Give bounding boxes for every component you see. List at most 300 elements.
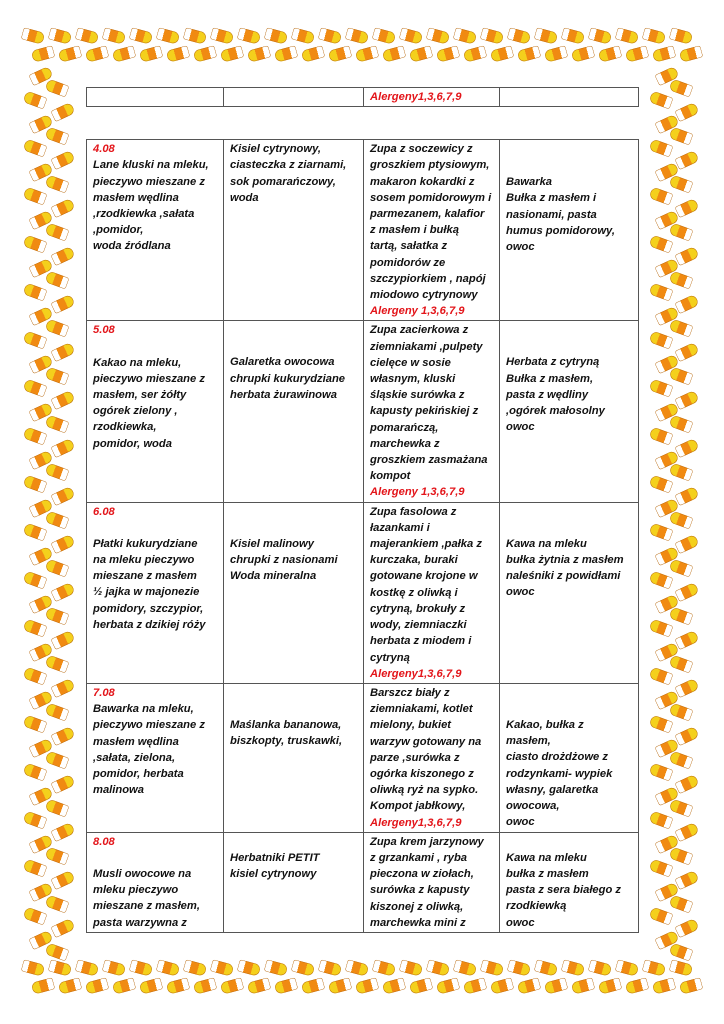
candy-corn-icon xyxy=(23,619,48,638)
allergens-label: Alergeny1,3,6,7,9 xyxy=(370,816,462,829)
candy-corn-icon xyxy=(669,559,694,578)
candy-corn-icon xyxy=(45,703,70,722)
candy-corn-icon xyxy=(674,342,699,362)
candy-corn-icon xyxy=(45,943,70,962)
candy-corn-icon xyxy=(642,959,666,976)
candy-corn-icon xyxy=(28,162,53,182)
candy-corn-icon xyxy=(45,175,70,194)
lunch-cell xyxy=(364,683,500,832)
candy-corn-icon xyxy=(50,870,75,890)
candy-corn-icon xyxy=(654,738,679,758)
candy-corn-icon xyxy=(399,959,423,976)
candy-corn-icon xyxy=(649,331,674,350)
candy-corn-icon xyxy=(674,198,699,218)
candy-corn-icon xyxy=(50,438,75,458)
candy-corn-icon xyxy=(28,306,53,326)
candy-corn-icon xyxy=(247,45,271,62)
candy-corn-icon xyxy=(28,690,53,710)
candy-corn-icon xyxy=(264,27,288,44)
candy-corn-icon xyxy=(669,175,694,194)
candy-corn-icon xyxy=(649,187,674,206)
candy-corn-icon xyxy=(669,463,694,482)
candy-corn-icon xyxy=(45,511,70,530)
candy-corn-icon xyxy=(669,895,694,914)
candy-corn-icon xyxy=(45,415,70,434)
candy-corn-icon xyxy=(318,959,342,976)
candy-corn-icon xyxy=(45,655,70,674)
candy-corn-icon xyxy=(45,127,70,146)
lunch-text: Zupa fasolowa z łazankami i majerankiem ,pałka z kurczaka, buraki gotowane krojone w kostkę z oliwką i cytryną, brokuły z wody, ziemniaczki herbata z miodem i cytryną xyxy=(370,505,482,664)
candy-corn-icon xyxy=(561,959,585,976)
breakfast-text: Płatki kukurydziane na mleku pieczywo mieszane z masłem ½ jajka w majonezie pomidory, szczypior, herbata z dzikiej róży xyxy=(93,537,206,631)
candy-corn-icon xyxy=(679,977,703,994)
candy-corn-icon xyxy=(50,630,75,650)
candy-corn-icon xyxy=(669,799,694,818)
candy-corn-icon xyxy=(649,523,674,542)
lunch-cell xyxy=(364,140,500,321)
candy-corn-icon xyxy=(23,859,48,878)
candy-corn-icon xyxy=(571,45,595,62)
candy-corn-icon xyxy=(674,582,699,602)
candy-corn-icon xyxy=(669,751,694,770)
candy-corn-icon xyxy=(654,450,679,470)
candy-corn-icon xyxy=(247,977,271,994)
candy-corn-icon xyxy=(654,354,679,374)
candy-corn-icon xyxy=(75,959,99,976)
table-row xyxy=(87,140,639,321)
top-table-fragment xyxy=(86,87,639,107)
candy-corn-icon xyxy=(598,977,622,994)
candy-corn-icon xyxy=(669,271,694,290)
candy-corn-icon xyxy=(237,27,261,44)
candy-corn-icon xyxy=(625,977,649,994)
table-row xyxy=(87,832,639,932)
table-row xyxy=(87,683,639,832)
second-breakfast-cell xyxy=(224,321,364,502)
candy-corn-icon xyxy=(156,27,180,44)
day-date: 8.08 xyxy=(93,835,115,848)
second-breakfast-text: Maślanka bananowa, biszkopty, truskawki, xyxy=(230,718,343,748)
table-row xyxy=(87,88,639,107)
candy-corn-icon xyxy=(654,306,679,326)
candy-corn-icon xyxy=(436,45,460,62)
candy-corn-icon xyxy=(649,139,674,158)
candy-corn-icon xyxy=(210,959,234,976)
candy-corn-icon xyxy=(28,882,53,902)
candy-corn-icon xyxy=(674,246,699,266)
candy-corn-icon xyxy=(669,79,694,98)
allergens-label: Alergeny 1,3,6,7,9 xyxy=(370,305,465,318)
candy-corn-icon xyxy=(669,703,694,722)
lunch-cell xyxy=(364,321,500,502)
breakfast-text: Kakao na mleku, pieczywo mieszane z masłem, ser żółty ogórek zielony , rzodkiewka, pomidor, woda xyxy=(93,356,205,450)
candy-corn-icon xyxy=(544,977,568,994)
lunch-text: Barszcz biały z ziemniakami, kotlet mielony, bukiet warzyw gotowany na parze ,surówka z ogórka kiszonego z oliwką ryż na sypko. Kompot jabłkowy, xyxy=(370,686,482,813)
candy-corn-icon xyxy=(669,319,694,338)
empty-cell xyxy=(224,88,364,107)
menu-table xyxy=(86,139,639,933)
candy-corn-icon xyxy=(23,331,48,350)
candy-corn-icon xyxy=(28,786,53,806)
candy-corn-icon xyxy=(50,102,75,122)
snack-text: Bawarka Bułka z masłem i nasionami, pasta humus pomidorowy, owoc xyxy=(506,176,615,254)
second-breakfast-text: Kisiel cytrynowy, ciasteczka z ziarnami, sok pomarańczowy, woda xyxy=(230,143,347,204)
candy-corn-icon xyxy=(345,27,369,44)
candy-corn-icon xyxy=(345,959,369,976)
breakfast-text: Musli owocowe na mleku pieczywo mieszane z masłem, pasta warzywna z xyxy=(93,867,200,929)
candy-corn-icon xyxy=(649,859,674,878)
candy-corn-icon xyxy=(50,582,75,602)
candy-corn-icon xyxy=(480,959,504,976)
candy-corn-icon xyxy=(649,715,674,734)
candy-corn-icon xyxy=(28,114,53,134)
candy-corn-icon xyxy=(615,27,639,44)
table-row xyxy=(87,321,639,502)
breakfast-cell xyxy=(87,683,224,832)
candy-corn-icon xyxy=(45,751,70,770)
candy-corn-icon xyxy=(85,977,109,994)
candy-corn-icon xyxy=(291,959,315,976)
candy-corn-icon xyxy=(50,342,75,362)
candy-corn-icon xyxy=(23,571,48,590)
lunch-cell xyxy=(364,832,500,932)
candy-corn-icon xyxy=(23,475,48,494)
candy-corn-icon xyxy=(669,847,694,866)
candy-corn-icon xyxy=(669,607,694,626)
candy-corn-icon xyxy=(355,45,379,62)
candy-corn-icon xyxy=(23,187,48,206)
candy-corn-icon xyxy=(45,559,70,578)
candy-corn-icon xyxy=(21,27,45,44)
candy-corn-icon xyxy=(654,594,679,614)
candy-corn-icon xyxy=(274,45,298,62)
candy-corn-icon xyxy=(23,907,48,926)
candy-corn-icon xyxy=(649,811,674,830)
candy-corn-icon xyxy=(50,678,75,698)
candy-corn-icon xyxy=(45,847,70,866)
candy-corn-icon xyxy=(571,977,595,994)
candy-corn-icon xyxy=(50,822,75,842)
candy-corn-icon xyxy=(58,977,82,994)
lunch-text: Zupa krem jarzynowy z grzankami , ryba pieczona w ziołach, surówka z kapusty kiszonej z oliwką, marchewka mini z xyxy=(370,835,484,929)
candy-corn-icon xyxy=(102,27,126,44)
candy-corn-icon xyxy=(654,114,679,134)
candy-corn-icon xyxy=(649,235,674,254)
candy-corn-icon xyxy=(409,977,433,994)
candy-corn-icon xyxy=(28,546,53,566)
candy-corn-icon xyxy=(50,726,75,746)
candy-corn-icon xyxy=(23,91,48,110)
candy-corn-icon xyxy=(28,930,53,950)
candy-corn-icon xyxy=(453,959,477,976)
candy-corn-icon xyxy=(220,45,244,62)
candy-corn-icon xyxy=(674,486,699,506)
candy-corn-icon xyxy=(166,45,190,62)
candy-corn-icon xyxy=(674,822,699,842)
snack-cell xyxy=(500,502,639,683)
second-breakfast-cell xyxy=(224,683,364,832)
candy-corn-icon xyxy=(45,895,70,914)
table-row xyxy=(87,502,639,683)
breakfast-cell xyxy=(87,832,224,932)
snack-text: Kawa na mleku bułka z masłem pasta z sera białego z rzodkiewką owoc xyxy=(506,851,622,929)
candy-corn-icon xyxy=(193,977,217,994)
candy-corn-icon xyxy=(588,959,612,976)
candy-corn-icon xyxy=(654,402,679,422)
candy-corn-icon xyxy=(48,27,72,44)
candy-corn-icon xyxy=(654,498,679,518)
candy-corn-icon xyxy=(50,198,75,218)
candy-corn-icon xyxy=(291,27,315,44)
candy-corn-icon xyxy=(45,223,70,242)
candy-corn-icon xyxy=(328,45,352,62)
candy-corn-icon xyxy=(183,27,207,44)
candy-corn-icon xyxy=(45,463,70,482)
candy-corn-icon xyxy=(328,977,352,994)
candy-corn-icon xyxy=(517,45,541,62)
candy-corn-icon xyxy=(588,27,612,44)
candy-corn-icon xyxy=(31,977,55,994)
menu-sheet xyxy=(86,87,638,933)
candy-corn-icon xyxy=(507,27,531,44)
candy-corn-icon xyxy=(674,630,699,650)
candy-corn-icon xyxy=(544,45,568,62)
candy-corn-icon xyxy=(210,27,234,44)
candy-corn-icon xyxy=(28,66,53,86)
allergens-label: Alergeny1,3,6,7,9 xyxy=(370,91,462,103)
candy-corn-icon xyxy=(490,977,514,994)
candy-corn-icon xyxy=(426,27,450,44)
candy-corn-icon xyxy=(409,45,433,62)
candy-corn-icon xyxy=(654,66,679,86)
candy-corn-icon xyxy=(490,45,514,62)
candy-corn-icon xyxy=(264,959,288,976)
second-breakfast-cell xyxy=(224,832,364,932)
candy-corn-icon xyxy=(23,667,48,686)
candy-corn-icon xyxy=(50,918,75,938)
candy-corn-icon xyxy=(129,27,153,44)
candy-corn-icon xyxy=(23,763,48,782)
candy-corn-icon xyxy=(480,27,504,44)
candy-corn-icon xyxy=(615,959,639,976)
lunch-text: Zupa zacierkowa z ziemniakami ,pulpety cielęce w sosie własnym, kluski śląskie surówka z kapusty pekińskiej z pomarańczą, marchewka z groszkiem zasmażana kompot xyxy=(370,324,488,483)
candy-corn-icon xyxy=(28,594,53,614)
candy-corn-icon xyxy=(58,45,82,62)
candy-corn-icon xyxy=(426,959,450,976)
candy-corn-icon xyxy=(534,959,558,976)
snack-text: Kawa na mleku bułka żytnia z masłem naleśniki z powidłami owoc xyxy=(506,537,624,599)
empty-cell xyxy=(500,88,639,107)
candy-corn-icon xyxy=(561,27,585,44)
candy-corn-icon xyxy=(50,150,75,170)
candy-corn-icon xyxy=(674,390,699,410)
candy-corn-icon xyxy=(654,162,679,182)
candy-corn-icon xyxy=(45,607,70,626)
breakfast-cell xyxy=(87,321,224,502)
candy-corn-icon xyxy=(220,977,244,994)
candy-corn-icon xyxy=(50,246,75,266)
candy-corn-icon xyxy=(301,977,325,994)
candy-corn-icon xyxy=(674,294,699,314)
day-date: 4.08 xyxy=(93,143,115,156)
candy-corn-icon xyxy=(23,235,48,254)
candy-corn-icon xyxy=(21,959,45,976)
empty-cell xyxy=(87,88,224,107)
candy-corn-icon xyxy=(649,619,674,638)
day-date: 7.08 xyxy=(93,686,115,699)
candy-corn-icon xyxy=(669,367,694,386)
candy-corn-icon xyxy=(598,45,622,62)
candy-corn-icon xyxy=(669,27,693,44)
candy-corn-icon xyxy=(382,977,406,994)
candy-corn-icon xyxy=(674,150,699,170)
candy-corn-icon xyxy=(28,210,53,230)
candy-corn-icon xyxy=(382,45,406,62)
candy-corn-icon xyxy=(129,959,153,976)
allergens-label: Alergeny1,3,6,7,9 xyxy=(370,667,462,680)
candy-corn-icon xyxy=(355,977,379,994)
candy-corn-icon xyxy=(517,977,541,994)
candy-corn-icon xyxy=(23,427,48,446)
candy-corn-icon xyxy=(669,511,694,530)
candy-corn-icon xyxy=(463,45,487,62)
allergens-label: Alergeny 1,3,6,7,9 xyxy=(370,486,465,499)
second-breakfast-text: Galaretka owocowa chrupki kukurydziane herbata żurawinowa xyxy=(230,356,346,401)
candy-corn-icon xyxy=(372,27,396,44)
snack-cell xyxy=(500,140,639,321)
candy-corn-icon xyxy=(453,27,477,44)
candy-corn-icon xyxy=(318,27,342,44)
candy-corn-icon xyxy=(654,546,679,566)
candy-corn-icon xyxy=(674,774,699,794)
candy-corn-icon xyxy=(48,959,72,976)
candy-corn-icon xyxy=(45,319,70,338)
candy-corn-icon xyxy=(50,486,75,506)
snack-text: Kakao, bułka z masłem, ciasto drożdżowe z rodzynkami- wypiek własny, galaretka owocowa, owoc xyxy=(506,718,613,829)
candy-corn-icon xyxy=(28,738,53,758)
second-breakfast-cell xyxy=(224,502,364,683)
candy-corn-icon xyxy=(654,258,679,278)
candy-corn-icon xyxy=(28,498,53,518)
candy-corn-icon xyxy=(112,45,136,62)
candy-corn-icon xyxy=(654,642,679,662)
candy-corn-icon xyxy=(649,667,674,686)
candy-corn-icon xyxy=(166,977,190,994)
candy-corn-icon xyxy=(534,27,558,44)
candy-corn-icon xyxy=(193,45,217,62)
candy-corn-icon xyxy=(45,79,70,98)
breakfast-cell xyxy=(87,140,224,321)
candy-corn-icon xyxy=(183,959,207,976)
snack-text: Herbata z cytryną Bułka z masłem, pasta z wędliny ,ogórek małosolny owoc xyxy=(506,356,605,434)
candy-corn-icon xyxy=(652,977,676,994)
candy-corn-icon xyxy=(679,45,703,62)
candy-corn-icon xyxy=(669,223,694,242)
candy-corn-icon xyxy=(654,834,679,854)
candy-corn-icon xyxy=(23,523,48,542)
candy-corn-icon xyxy=(642,27,666,44)
candy-corn-icon xyxy=(669,127,694,146)
candy-corn-icon xyxy=(674,726,699,746)
candy-corn-icon xyxy=(649,427,674,446)
candy-corn-icon xyxy=(23,139,48,158)
candy-corn-icon xyxy=(85,45,109,62)
candy-corn-icon xyxy=(674,438,699,458)
candy-corn-icon xyxy=(28,450,53,470)
candy-corn-icon xyxy=(654,930,679,950)
candy-corn-icon xyxy=(649,91,674,110)
candy-corn-icon xyxy=(45,799,70,818)
snack-cell xyxy=(500,321,639,502)
candy-corn-icon xyxy=(674,870,699,890)
candy-corn-icon xyxy=(28,258,53,278)
candy-corn-icon xyxy=(45,367,70,386)
candy-corn-icon xyxy=(436,977,460,994)
candy-corn-icon xyxy=(674,534,699,554)
candy-corn-icon xyxy=(301,45,325,62)
candy-corn-icon xyxy=(649,379,674,398)
candy-corn-icon xyxy=(23,715,48,734)
candy-corn-icon xyxy=(399,27,423,44)
candy-corn-icon xyxy=(669,959,693,976)
candy-corn-icon xyxy=(669,655,694,674)
candy-corn-icon xyxy=(652,45,676,62)
candy-corn-icon xyxy=(372,959,396,976)
candy-corn-icon xyxy=(669,415,694,434)
candy-corn-icon xyxy=(463,977,487,994)
candy-corn-icon xyxy=(649,907,674,926)
candy-corn-icon xyxy=(649,763,674,782)
candy-corn-icon xyxy=(50,294,75,314)
candy-corn-icon xyxy=(274,977,298,994)
candy-corn-icon xyxy=(75,27,99,44)
allergens-cell xyxy=(364,88,500,107)
candy-corn-icon xyxy=(112,977,136,994)
candy-corn-icon xyxy=(654,882,679,902)
lunch-cell xyxy=(364,502,500,683)
candy-corn-icon xyxy=(237,959,261,976)
candy-corn-icon xyxy=(45,271,70,290)
candy-corn-icon xyxy=(674,678,699,698)
breakfast-text: Bawarka na mleku, pieczywo mieszane z masłem wędlina ,sałata, zielona, pomidor, herbata malinowa xyxy=(93,703,205,797)
candy-corn-icon xyxy=(669,943,694,962)
breakfast-text: Lane kluski na mleku, pieczywo mieszane z masłem wędlina ,rzodkiewka ,sałata ,pomidor, woda źródlana xyxy=(93,159,209,253)
day-date: 6.08 xyxy=(93,505,115,518)
candy-corn-icon xyxy=(28,354,53,374)
candy-corn-icon xyxy=(649,475,674,494)
breakfast-cell xyxy=(87,502,224,683)
candy-corn-icon xyxy=(139,977,163,994)
candy-corn-icon xyxy=(649,283,674,302)
snack-cell xyxy=(500,683,639,832)
candy-corn-icon xyxy=(654,786,679,806)
second-breakfast-text: Kisiel malinowy chrupki z nasionami Woda mineralna xyxy=(230,537,338,583)
candy-corn-icon xyxy=(507,959,531,976)
candy-corn-icon xyxy=(31,45,55,62)
candy-corn-icon xyxy=(139,45,163,62)
candy-corn-icon xyxy=(28,402,53,422)
candy-corn-icon xyxy=(50,390,75,410)
second-breakfast-text: Herbatniki PETIT kisiel cytrynowy xyxy=(230,851,320,880)
snack-cell xyxy=(500,832,639,932)
candy-corn-icon xyxy=(23,811,48,830)
candy-corn-icon xyxy=(28,642,53,662)
second-breakfast-cell xyxy=(224,140,364,321)
candy-corn-icon xyxy=(649,571,674,590)
candy-corn-icon xyxy=(654,690,679,710)
candy-corn-icon xyxy=(28,834,53,854)
candy-corn-icon xyxy=(23,379,48,398)
